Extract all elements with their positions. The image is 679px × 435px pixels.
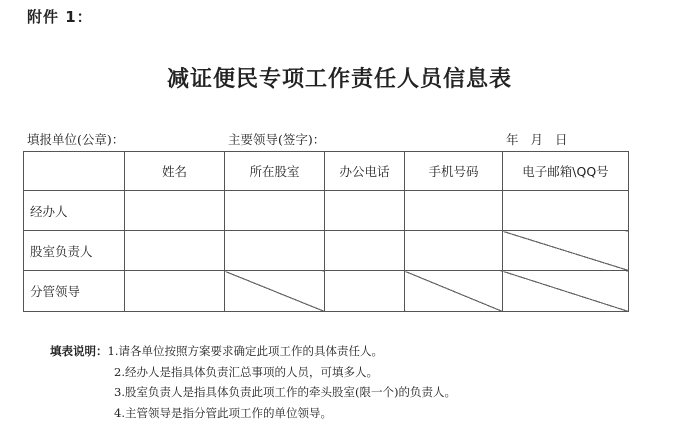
filling-unit-label: 填报单位(公章)： (27, 132, 125, 147)
cell-handler-mobile[interactable] (405, 191, 503, 231)
cell-department-head-email-crossed (503, 231, 629, 271)
table-row (24, 271, 629, 312)
row-label-supervising-leader: 分管领导 (24, 271, 125, 312)
cell-department-head-office-phone[interactable] (325, 231, 405, 271)
cell-department-head-name[interactable] (125, 231, 225, 271)
cell-department-head-mobile[interactable] (405, 231, 503, 271)
cell-handler-office-phone[interactable] (325, 191, 405, 231)
header-cell-name: 姓名 (125, 152, 225, 191)
notes-lead: 填表说明： (50, 344, 108, 358)
table-header-row (24, 152, 629, 191)
header-cell-mobile: 手机号码 (405, 152, 503, 191)
attachment-label: 附件 1： (27, 8, 93, 26)
header-cell-office-phone: 办公电话 (325, 152, 405, 191)
note-item: 4.主管领导是指分管此项工作的单位领导。 (114, 405, 332, 420)
header-cell-department: 所在股室 (225, 152, 325, 191)
note-item: 1.请各单位按照方案要求确定此项工作的具体责任人。 (107, 344, 383, 358)
cell-leader-department-crossed (225, 271, 325, 312)
row-label-handler: 经办人 (24, 191, 125, 231)
note-item: 3.股室负责人是指具体负责此项工作的牵头股室(限一个)的负责人。 (114, 385, 456, 399)
table-row (24, 231, 629, 271)
document-title: 减证便民专项工作责任人员信息表 (166, 66, 512, 92)
cell-leader-office-phone[interactable] (325, 271, 405, 312)
date-label: 年 月 日 (506, 132, 568, 147)
cell-handler-email[interactable] (503, 191, 629, 231)
cell-handler-department[interactable] (225, 191, 325, 231)
note-line-1 (50, 343, 456, 364)
filling-instructions (50, 343, 456, 425)
cell-handler-name[interactable] (125, 191, 225, 231)
cell-leader-email-crossed (503, 271, 629, 312)
cell-leader-mobile-crossed (405, 271, 503, 312)
header-cell-blank (24, 152, 125, 191)
leader-signature-label: 主要领导(签字)： (228, 132, 326, 147)
header-cell-email-qq: 电子邮箱\QQ号 (503, 152, 629, 191)
personnel-info-table (23, 151, 629, 312)
cell-department-head-department[interactable] (225, 231, 325, 271)
note-item: 2.经办人是指具体负责汇总事项的人员，可填多人。 (114, 364, 378, 379)
cell-leader-name[interactable] (125, 271, 225, 312)
row-label-department-head: 股室负责人 (24, 231, 125, 271)
table-row (24, 191, 629, 231)
